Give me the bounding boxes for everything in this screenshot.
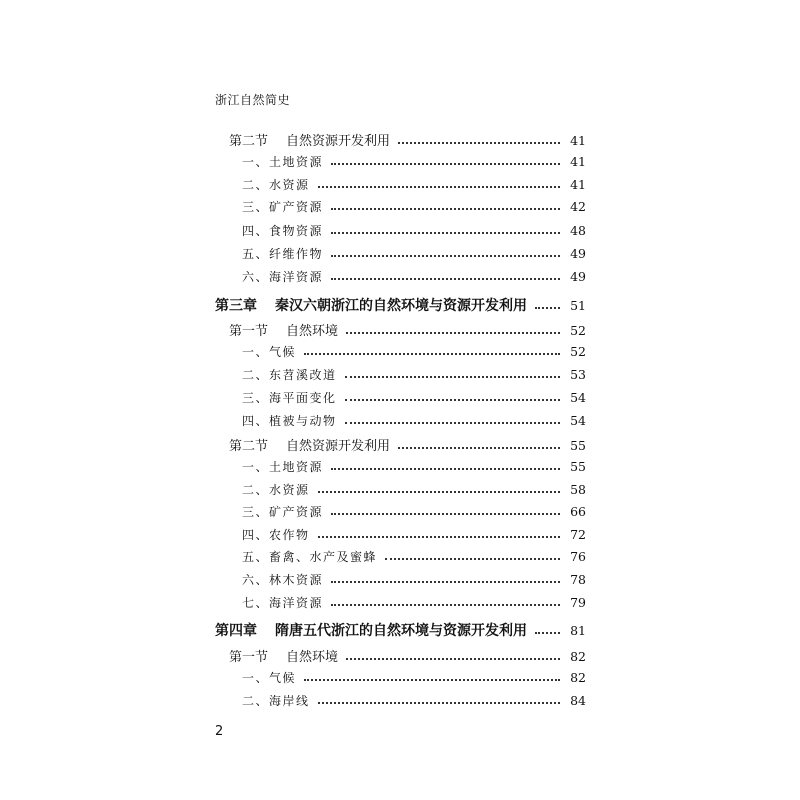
toc-entry-text: 二、水资源 — [242, 178, 310, 192]
toc-entry-title — [229, 435, 394, 454]
toc-entry-text: 五、畜禽、水产及蜜蜂 — [242, 550, 378, 564]
toc-entry-text: 一、气候 — [242, 345, 297, 359]
toc-entry-page: 41 — [570, 133, 586, 148]
toc-entry-label: 第四章 — [215, 623, 257, 639]
toc-entry-page: 55 — [570, 438, 586, 453]
toc-item-entry — [242, 548, 586, 565]
dot-leader — [398, 142, 560, 144]
toc-entry-page: 49 — [570, 246, 586, 261]
toc-item-entry — [242, 526, 586, 543]
dot-leader — [385, 558, 560, 560]
toc-entry-text: 三、矿产资源 — [242, 200, 324, 214]
toc-entry-page: 52 — [570, 344, 586, 359]
toc-entry-text: 一、气候 — [242, 671, 297, 685]
toc-entry-page: 55 — [570, 459, 586, 474]
toc-entry-title — [242, 571, 327, 588]
dot-leader — [304, 679, 560, 681]
toc-item-entry — [242, 481, 586, 498]
toc-item-entry — [242, 343, 586, 360]
toc-entry-text: 四、农作物 — [242, 528, 310, 542]
toc-chapter-entry — [215, 620, 586, 640]
toc-section-entry — [229, 130, 586, 149]
toc-entry-text: 七、海洋资源 — [242, 596, 324, 610]
toc-entry-title — [242, 198, 327, 215]
toc-item-entry — [242, 268, 586, 285]
dot-leader — [331, 278, 560, 280]
toc-item-entry — [242, 222, 586, 239]
dot-leader — [331, 232, 560, 234]
toc-item-entry — [242, 366, 586, 383]
dot-leader — [331, 581, 560, 583]
toc-entry-title — [242, 503, 327, 520]
toc-entry-text: 五、纤维作物 — [242, 247, 324, 261]
toc-entry-title — [242, 526, 314, 543]
toc-entry-label: 第三章 — [215, 298, 257, 314]
toc-entry-page: 41 — [570, 154, 586, 169]
dot-leader — [331, 255, 560, 257]
toc-entry-text: 二、东苕溪改道 — [242, 368, 337, 382]
toc-entry-text: 四、植被与动物 — [242, 414, 337, 428]
toc-entry-title — [229, 646, 342, 665]
toc-entry-title — [242, 366, 341, 383]
dot-leader — [331, 604, 560, 606]
dot-leader — [318, 536, 560, 538]
toc-entry-page: 81 — [570, 623, 586, 638]
toc-section-entry — [229, 435, 586, 454]
toc-chapter-entry — [215, 295, 586, 315]
toc-entry-title — [242, 343, 300, 360]
dot-leader — [331, 208, 560, 210]
toc-entry-text: 一、土地资源 — [242, 460, 324, 474]
toc-entry-title — [215, 295, 531, 315]
toc-entry-label: 第二节 — [229, 134, 269, 149]
running-head: 浙江自然简史 — [215, 93, 291, 107]
dot-leader — [331, 468, 560, 470]
toc-entry-title — [242, 268, 327, 285]
toc-entry-text: 隋唐五代浙江的自然环境与资源开发利用 — [275, 623, 527, 639]
toc-entry-text: 六、林木资源 — [242, 573, 324, 587]
toc-entry-page: 79 — [570, 595, 586, 610]
toc-entry-title — [242, 669, 300, 686]
toc-entry-label: 第二节 — [229, 439, 269, 454]
toc-item-entry — [242, 245, 586, 262]
dot-leader — [535, 632, 560, 634]
toc-entry-title — [242, 481, 314, 498]
toc-entry-text: 二、海岸线 — [242, 694, 310, 708]
toc-section-entry — [229, 646, 586, 665]
toc-entry-page: 66 — [570, 504, 586, 519]
toc-entry-title — [242, 389, 341, 406]
toc-entry-title — [242, 412, 341, 429]
toc-entry-page: 58 — [570, 482, 586, 497]
toc-entry-page: 54 — [570, 413, 586, 428]
toc-entry-text: 四、食物资源 — [242, 224, 324, 238]
toc-section-entry — [229, 320, 586, 339]
toc-entry-text: 一、土地资源 — [242, 155, 324, 169]
dot-leader — [331, 163, 560, 165]
toc-entry-page: 41 — [570, 177, 586, 192]
page-number: 2 — [215, 724, 224, 739]
dot-leader — [318, 491, 560, 493]
toc-item-entry — [242, 176, 586, 193]
toc-item-entry — [242, 594, 586, 611]
toc-entry-page: 48 — [570, 223, 586, 238]
toc-entry-text: 六、海洋资源 — [242, 270, 324, 284]
toc-entry-page: 72 — [570, 527, 586, 542]
toc-entry-page: 51 — [570, 298, 586, 313]
toc-entry-title — [242, 153, 327, 170]
toc-entry-title — [242, 458, 327, 475]
dot-leader — [346, 658, 560, 660]
toc-entry-title — [242, 548, 381, 565]
toc-entry-page: 76 — [570, 549, 586, 564]
dot-leader — [318, 186, 560, 188]
toc-entry-text: 自然资源开发利用 — [286, 134, 391, 149]
toc-item-entry — [242, 503, 586, 520]
dot-leader — [398, 447, 560, 449]
toc-entry-title — [229, 320, 342, 339]
toc-entry-page: 49 — [570, 269, 586, 284]
toc-entry-page: 78 — [570, 572, 586, 587]
toc-entry-label: 第一节 — [229, 324, 269, 339]
toc-entry-text: 自然资源开发利用 — [286, 439, 391, 454]
toc-entry-title — [242, 692, 314, 709]
dot-leader — [345, 376, 560, 378]
toc-item-entry — [242, 692, 586, 709]
toc-entry-title — [242, 222, 327, 239]
dot-leader — [535, 307, 560, 309]
toc-entry-text: 三、矿产资源 — [242, 505, 324, 519]
toc-entry-page: 84 — [570, 693, 586, 708]
toc-item-entry — [242, 458, 586, 475]
toc-entry-label: 第一节 — [229, 650, 269, 665]
toc-entry-text: 自然环境 — [286, 324, 339, 339]
toc-entry-text: 二、水资源 — [242, 483, 310, 497]
toc-item-entry — [242, 412, 586, 429]
toc-entry-page: 52 — [570, 323, 586, 338]
toc-item-entry — [242, 198, 586, 215]
toc-item-entry — [242, 153, 586, 170]
toc-item-entry — [242, 669, 586, 686]
toc-entry-title — [242, 176, 314, 193]
toc-entry-title — [229, 130, 394, 149]
dot-leader — [318, 702, 560, 704]
dot-leader — [345, 422, 560, 424]
toc-entry-page: 82 — [570, 670, 586, 685]
toc-entry-page: 54 — [570, 390, 586, 405]
toc-entry-text: 自然环境 — [286, 650, 339, 665]
toc-entry-page: 82 — [570, 649, 586, 664]
dot-leader — [346, 332, 560, 334]
dot-leader — [345, 399, 560, 401]
toc-entry-title — [242, 594, 327, 611]
toc-entry-text: 秦汉六朝浙江的自然环境与资源开发利用 — [275, 298, 527, 314]
toc-entry-title — [242, 245, 327, 262]
toc-item-entry — [242, 389, 586, 406]
dot-leader — [304, 353, 560, 355]
toc-entry-page: 42 — [570, 199, 586, 214]
toc-entry-title — [215, 620, 531, 640]
toc-entry-text: 三、海平面变化 — [242, 391, 337, 405]
toc-entry-page: 53 — [570, 367, 586, 382]
toc-item-entry — [242, 571, 586, 588]
dot-leader — [331, 513, 560, 515]
